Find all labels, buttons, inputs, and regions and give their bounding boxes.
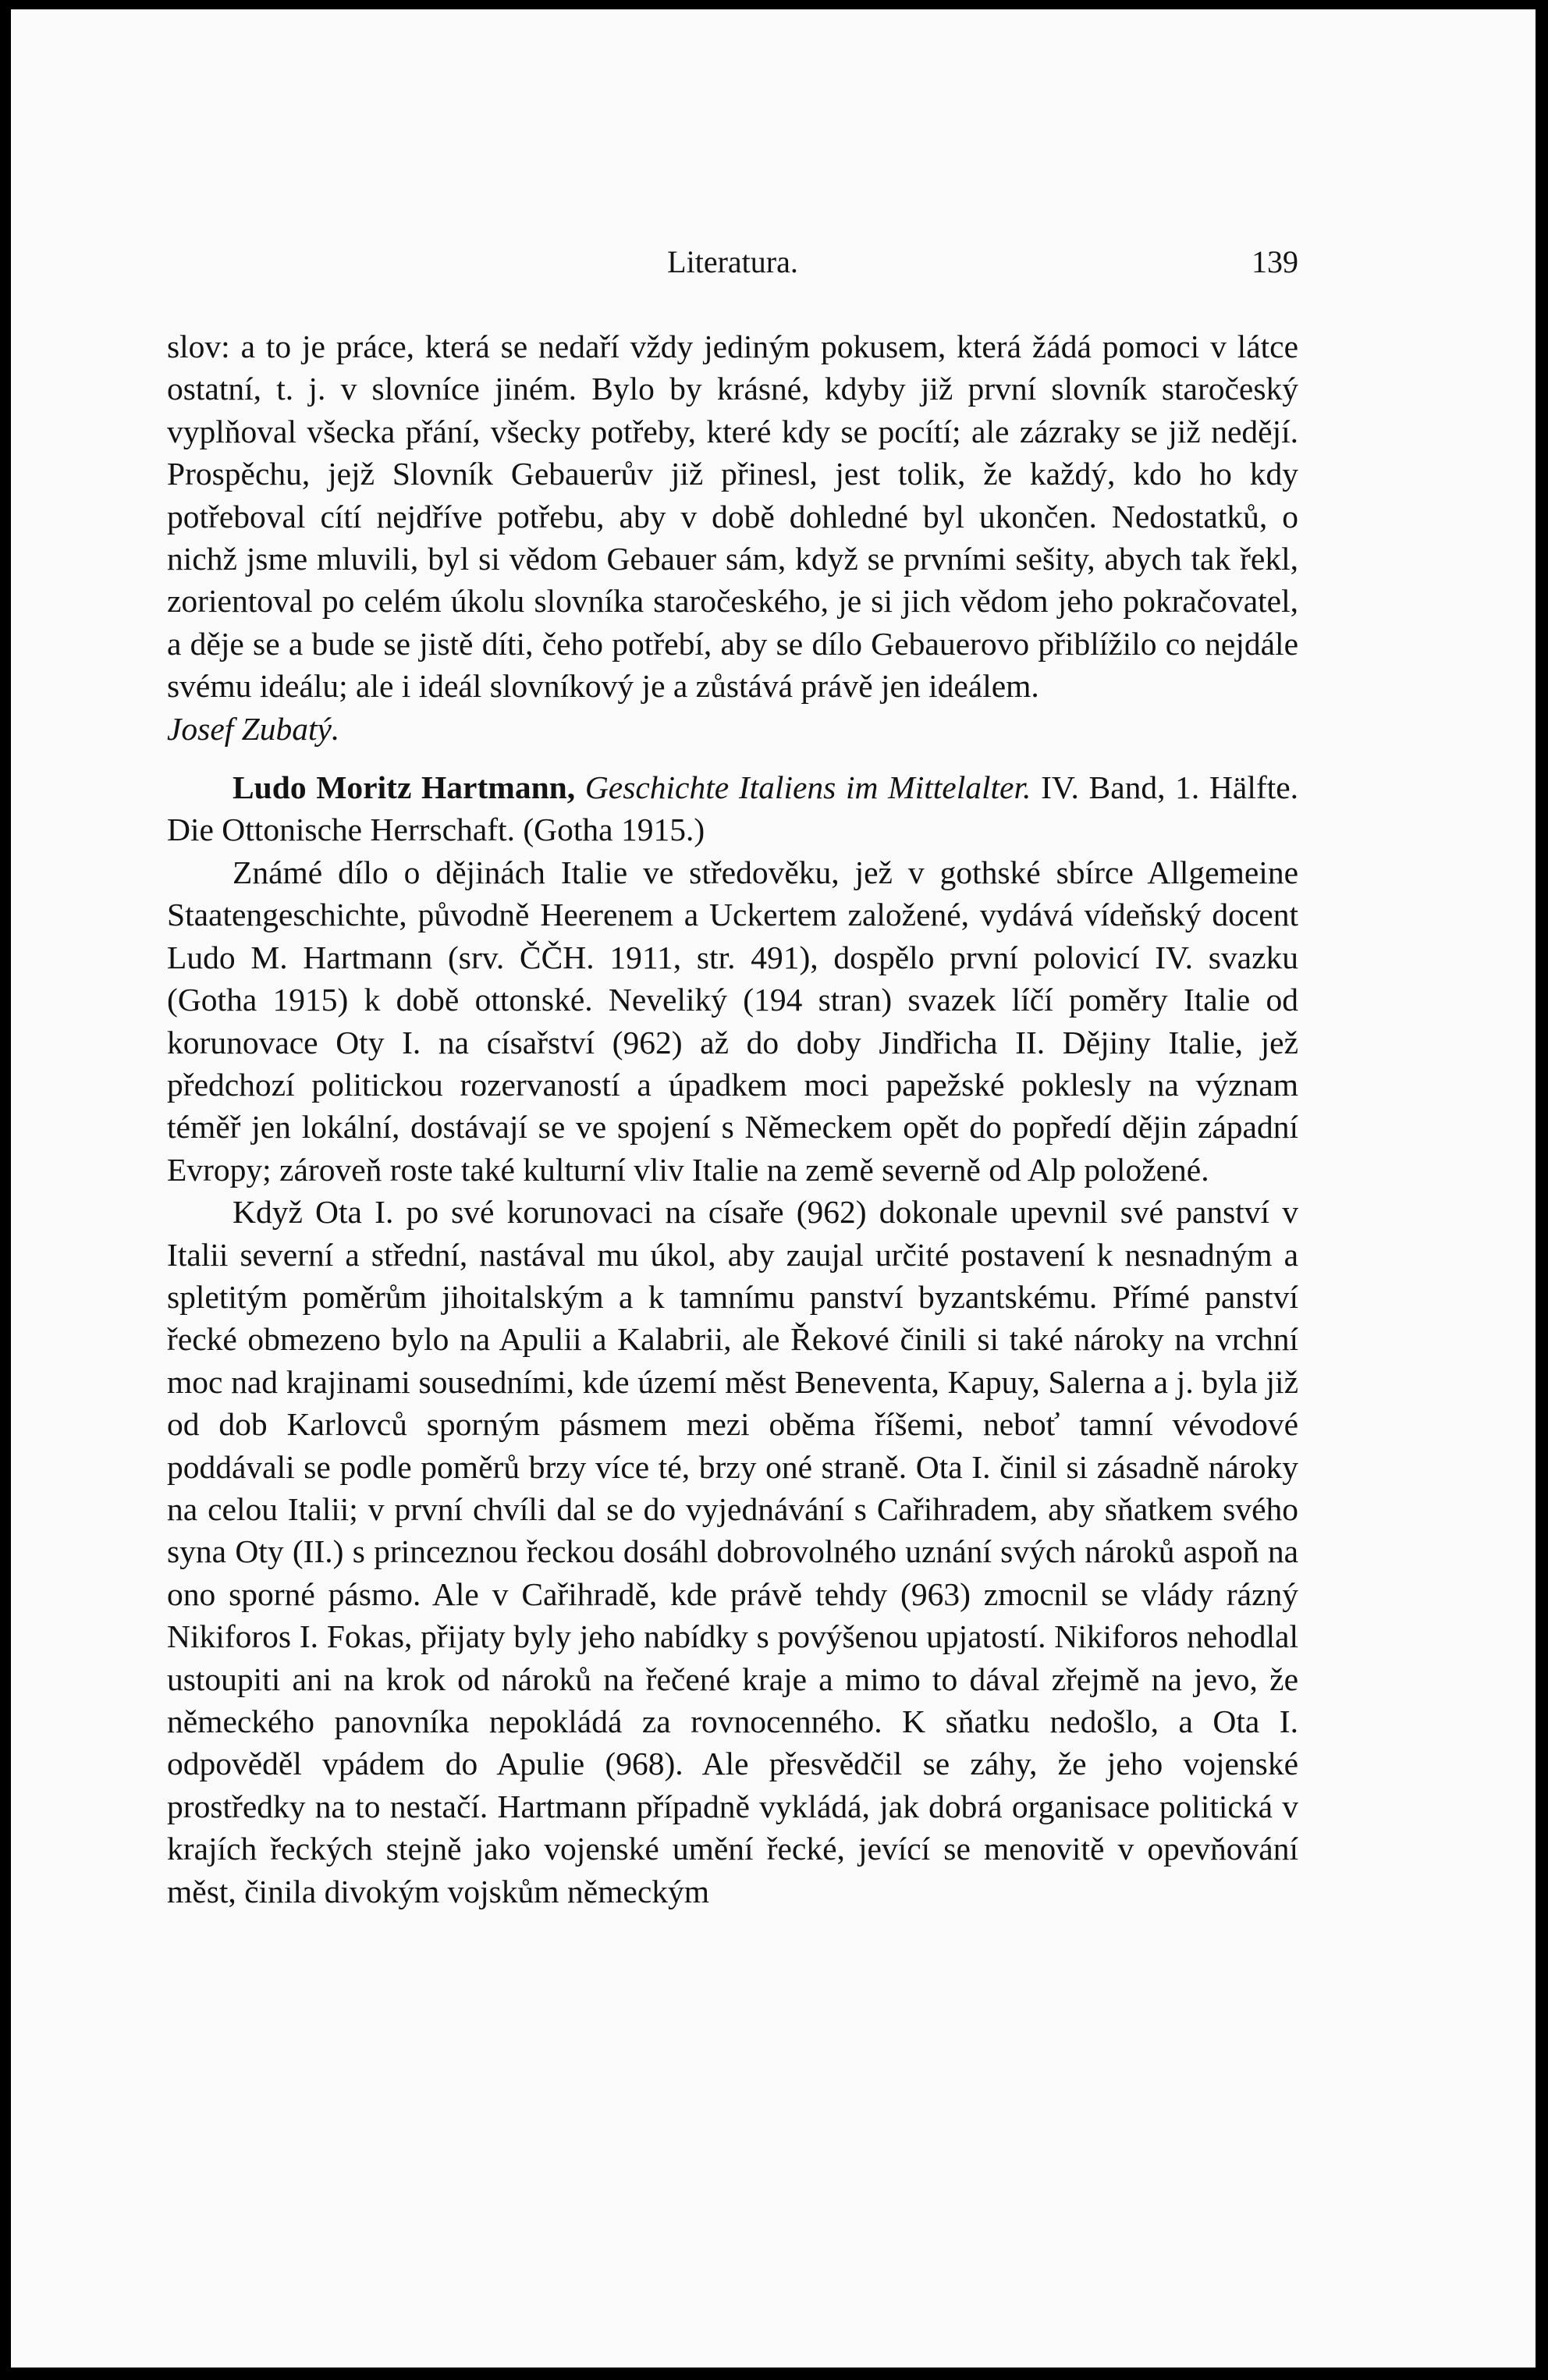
review1-signature: Josef Zubatý. [167,710,340,747]
review2-bibliographic: IV. Band, 1. Hälfte. Die Ottonische Herrschaft. (Gotha 1915.) [167,769,1299,848]
scanned-page [11,9,1536,2368]
running-header [167,243,1298,290]
page-number: 139 [1252,244,1298,279]
review2-book-title: Geschichte Italiens im Mittelalter. [584,769,1031,806]
review2-paragraph-2: Když Ota I. po své korunovaci na císaře (962) dokonale upevnil své panství v Italii severní a střední, nastával mu úkol, aby zaujal určité postavení k nesnadným a spletitým poměrům jihoitalským a k tamnímu panství byzantskému. Přímé panství řecké obmezeno bylo na Apulii a Kalabrii, ale Řekové činili si také nároky na vrchní moc nad krajinami sousedními, kde území měst Beneventa, Kapuy, Salerna a j. byla již od dob Karlovců sporným pásmem mezi oběma říšemi, neboť tamní vévodové poddávali se podle poměrů brzy více té, brzy oné straně. Ota I. činil si zásadně nároky na celou Italii; v první chvíli dal se do vyjednávání s Cařihradem, aby sňatkem svého syna Oty (II.) s princeznou řeckou dosáhl dobrovolného uznání svých nároků aspoň na ono sporné pásmo. Ale v Cařihradě, kde právě tehdy (963) zmocnil se vlády rázný Nikiforos I. Fokas, přijaty byly jeho nabídky s povýšenou upjatostí. Nikiforos nehodlal ustoupiti ani na krok od nároků na řečené kraje a mimo to dával zřejmě na jevo, že německého panovníka nepokládá za rovnocenného. K sňatku nedošlo, a Ota I. odpověděl vpádem do Apulie (968). Ale přesvědčil se záhy, že jeho vojenské prostředky na to nestačí. Hartmann případně vykládá, jak dobrá organisace politická v krajích řeckých stejně jako vojenské umění řecké, jevící se menovitě v opevňování měst, činila divokým vojskům německým [167,1194,1298,1909]
header-title: Literatura. [667,244,798,279]
review2-heading [167,766,1298,851]
review2-author: Ludo Moritz Hartmann, [233,769,576,806]
review2-paragraph-1: Známé dílo o dějinách Italie ve středověku, jež v gothské sbírce Allgemeine Staatengeschichte, původně Heerenem a Uckertem založené, vydává vídeňský docent Ludo M. Hartmann (srv. ČČH. 1911, str. 491), dospělo první polovicí IV. svazku (Gotha 1915) k době ottonské. Neveliký (194 stran) svazek líčí poměry Italie od korunovace Oty I. na císařství (962) až do doby Jindřicha II. Dějiny Italie, jež předchozí politickou rozervaností a úpadkem moci papežské poklesly na význam téměř jen lokální, dostávají se ve spojení s Německem opět do popředí dějin západní Evropy; zároveň roste také kulturní vliv Italie na země severně od Alp položené. [167,854,1298,1188]
review1-text: slov: a to je práce, která se nedaří vždy jediným pokusem, která žádá pomoci v látce ostatní, t. j. v slovníce jiném. Bylo by krásné, kdyby již první slovník staročeský vyplňoval všecka přání, všecky potřeby, které kdy se pocítí; ale zázraky se již nedějí. Prospěchu, jejž Slovník Gebauerův již přinesl, jest tolik, že každý, kdo ho kdy potřeboval cítí nejdříve potřebu, aby v době dohledné byl ukončen. Nedostatků, o nichž jsme mluvili, byl si vědom Gebauer sám, když se prvními sešity, abych tak řekl, zorientoval po celém úkolu slovníka staročeského, je si jich vědom jeho pokračovatel, a děje se a bude se jistě díti, čeho potřebí, aby se dílo Gebauerovo přiblížilo co nejdále svému ideálu; ale i ideál slovníkový je a zůstává právě jen ideálem. [167,329,1298,705]
body-text [167,325,1298,1913]
